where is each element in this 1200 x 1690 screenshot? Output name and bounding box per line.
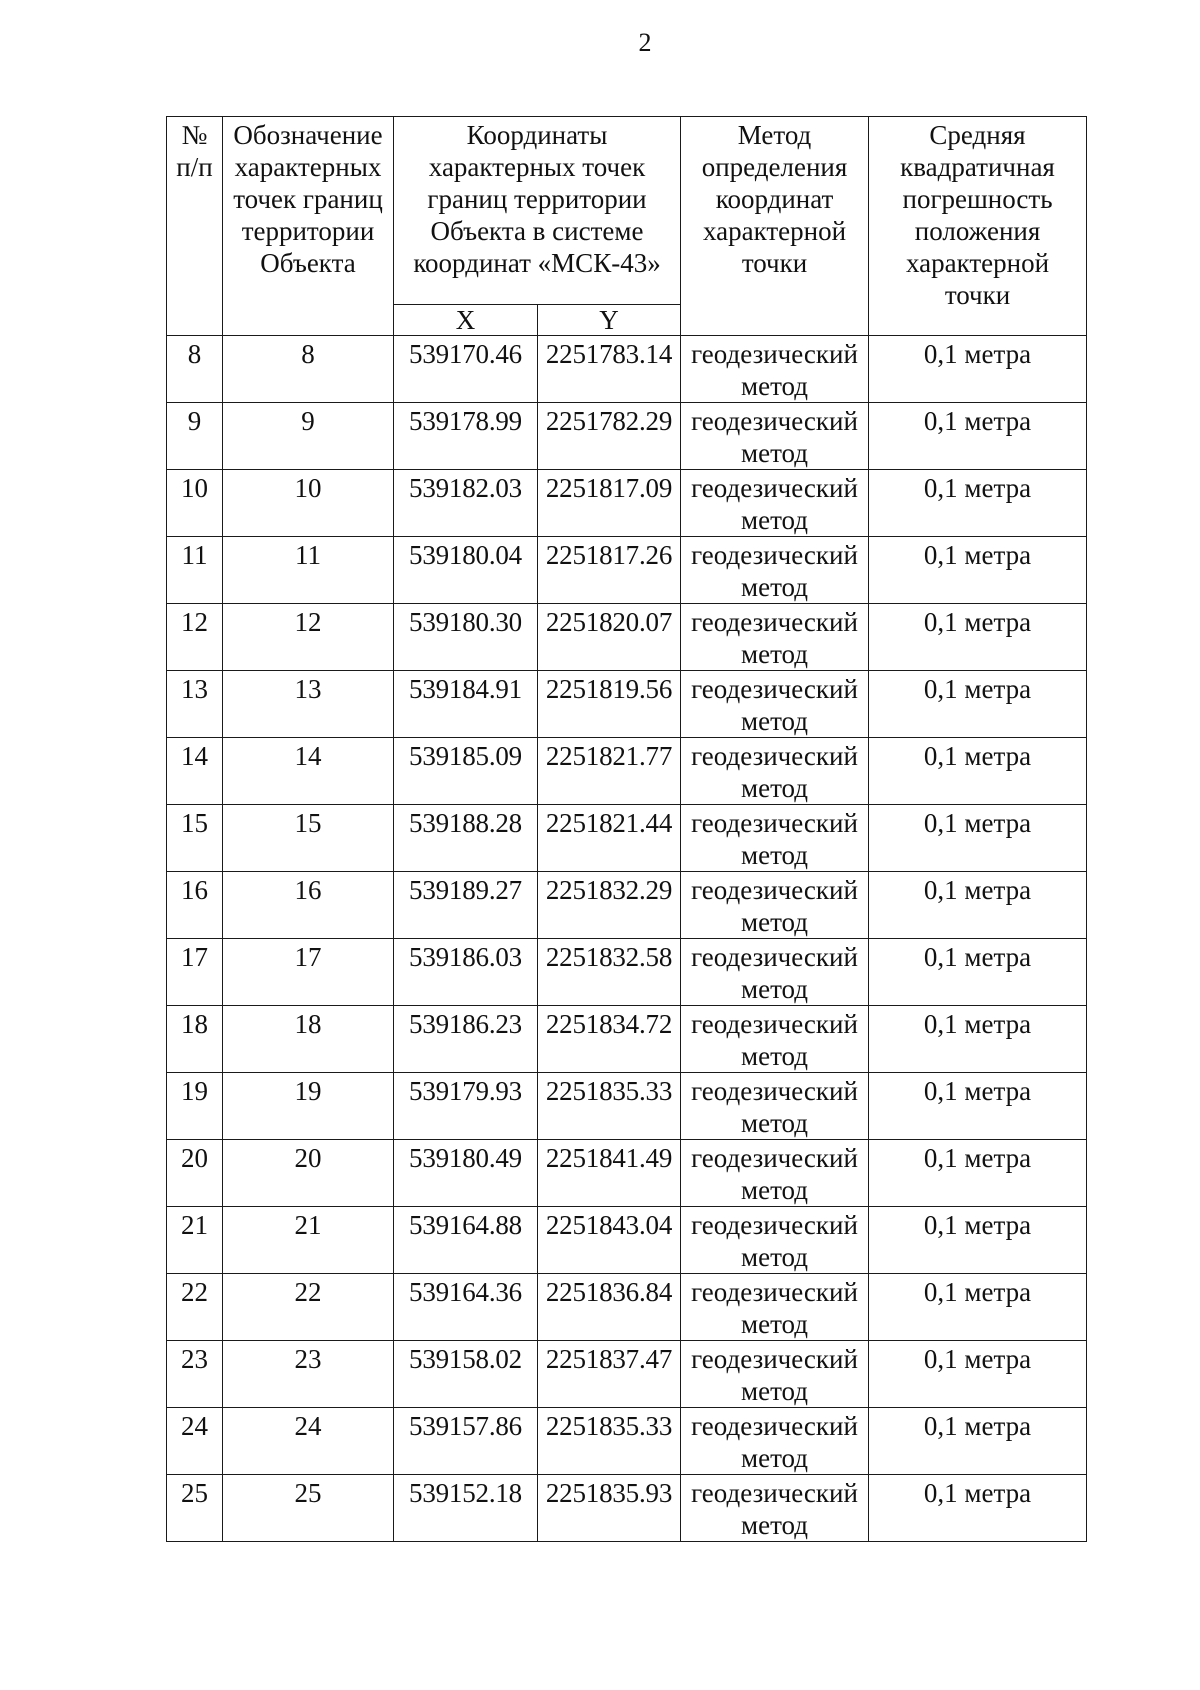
- table-row: [167, 1073, 1087, 1140]
- coordinate-x: 539178.99: [394, 403, 538, 470]
- accuracy-cell: 0,1 метра: [869, 1140, 1087, 1207]
- coordinate-x: 539189.27: [394, 872, 538, 939]
- accuracy-cell: 0,1 метра: [869, 1341, 1087, 1408]
- row-number: 10: [167, 470, 223, 537]
- row-number: 25: [167, 1475, 223, 1542]
- accuracy-cell: 0,1 метра: [869, 671, 1087, 738]
- method-cell: геодезический метод: [681, 470, 869, 537]
- point-designation: 8: [223, 336, 394, 403]
- point-designation: 22: [223, 1274, 394, 1341]
- coordinate-y: 2251837.47: [538, 1341, 681, 1408]
- table-row: [167, 738, 1087, 805]
- point-designation: 19: [223, 1073, 394, 1140]
- coordinate-y: 2251835.33: [538, 1408, 681, 1475]
- coordinate-x: 539170.46: [394, 336, 538, 403]
- table-row: [167, 872, 1087, 939]
- table-row: [167, 1140, 1087, 1207]
- coordinate-y: 2251835.33: [538, 1073, 681, 1140]
- accuracy-cell: 0,1 метра: [869, 939, 1087, 1006]
- table-row: [167, 1341, 1087, 1408]
- header-x: X: [394, 305, 538, 336]
- method-cell: геодезический метод: [681, 1341, 869, 1408]
- point-designation: 20: [223, 1140, 394, 1207]
- page-number: 2: [638, 28, 652, 57]
- header-number: № п/п: [167, 117, 223, 336]
- point-designation: 16: [223, 872, 394, 939]
- table-row: [167, 403, 1087, 470]
- row-number: 15: [167, 805, 223, 872]
- method-cell: геодезический метод: [681, 1207, 869, 1274]
- method-cell: геодезический метод: [681, 939, 869, 1006]
- point-designation: 25: [223, 1475, 394, 1542]
- accuracy-cell: 0,1 метра: [869, 604, 1087, 671]
- coordinate-x: 539185.09: [394, 738, 538, 805]
- table-row: [167, 537, 1087, 604]
- coordinate-y: 2251832.58: [538, 939, 681, 1006]
- coordinate-y: 2251783.14: [538, 336, 681, 403]
- coordinate-x: 539180.49: [394, 1140, 538, 1207]
- table-row: [167, 671, 1087, 738]
- point-designation: 23: [223, 1341, 394, 1408]
- point-designation: 24: [223, 1408, 394, 1475]
- row-number: 20: [167, 1140, 223, 1207]
- coordinate-x: 539186.23: [394, 1006, 538, 1073]
- accuracy-cell: 0,1 метра: [869, 805, 1087, 872]
- table-row: [167, 604, 1087, 671]
- method-cell: геодезический метод: [681, 604, 869, 671]
- method-cell: геодезический метод: [681, 805, 869, 872]
- row-number: 18: [167, 1006, 223, 1073]
- accuracy-cell: 0,1 метра: [869, 738, 1087, 805]
- accuracy-cell: 0,1 метра: [869, 1207, 1087, 1274]
- accuracy-cell: 0,1 метра: [869, 470, 1087, 537]
- coordinate-x: 539158.02: [394, 1341, 538, 1408]
- coordinate-x: 539157.86: [394, 1408, 538, 1475]
- coordinate-x: 539152.18: [394, 1475, 538, 1542]
- header-coordinates: Координаты характерных точек границ территории Объекта в системе координат «МСК-43»: [394, 117, 681, 305]
- coordinate-y: 2251841.49: [538, 1140, 681, 1207]
- coordinate-x: 539180.30: [394, 604, 538, 671]
- header-y: Y: [538, 305, 681, 336]
- row-number: 22: [167, 1274, 223, 1341]
- row-number: 9: [167, 403, 223, 470]
- accuracy-cell: 0,1 метра: [869, 1408, 1087, 1475]
- point-designation: 21: [223, 1207, 394, 1274]
- coordinate-x: 539182.03: [394, 470, 538, 537]
- method-cell: геодезический метод: [681, 872, 869, 939]
- header-designation: Обозначение характерных точек границ территории Объекта: [223, 117, 394, 336]
- method-cell: геодезический метод: [681, 1140, 869, 1207]
- method-cell: геодезический метод: [681, 671, 869, 738]
- point-designation: 10: [223, 470, 394, 537]
- coordinate-y: 2251834.72: [538, 1006, 681, 1073]
- coordinate-y: 2251843.04: [538, 1207, 681, 1274]
- point-designation: 12: [223, 604, 394, 671]
- point-designation: 15: [223, 805, 394, 872]
- coordinate-y: 2251819.56: [538, 671, 681, 738]
- point-designation: 11: [223, 537, 394, 604]
- coordinate-y: 2251835.93: [538, 1475, 681, 1542]
- row-number: 17: [167, 939, 223, 1006]
- method-cell: геодезический метод: [681, 1274, 869, 1341]
- coordinate-x: 539186.03: [394, 939, 538, 1006]
- method-cell: геодезический метод: [681, 336, 869, 403]
- table-row: [167, 470, 1087, 537]
- row-number: 8: [167, 336, 223, 403]
- point-designation: 14: [223, 738, 394, 805]
- table-row: [167, 1006, 1087, 1073]
- point-designation: 17: [223, 939, 394, 1006]
- row-number: 12: [167, 604, 223, 671]
- method-cell: геодезический метод: [681, 1408, 869, 1475]
- coordinate-y: 2251832.29: [538, 872, 681, 939]
- table-row: [167, 1475, 1087, 1542]
- coordinates-table: [166, 116, 1087, 1542]
- coordinate-y: 2251782.29: [538, 403, 681, 470]
- point-designation: 13: [223, 671, 394, 738]
- table-row: [167, 805, 1087, 872]
- accuracy-cell: 0,1 метра: [869, 872, 1087, 939]
- row-number: 13: [167, 671, 223, 738]
- coordinate-x: 539180.04: [394, 537, 538, 604]
- method-cell: геодезический метод: [681, 1006, 869, 1073]
- coordinate-x: 539188.28: [394, 805, 538, 872]
- method-cell: геодезический метод: [681, 403, 869, 470]
- table-row: [167, 336, 1087, 403]
- coordinate-x: 539164.36: [394, 1274, 538, 1341]
- coordinate-x: 539164.88: [394, 1207, 538, 1274]
- coordinate-x: 539179.93: [394, 1073, 538, 1140]
- row-number: 14: [167, 738, 223, 805]
- table-row: [167, 1408, 1087, 1475]
- coordinate-y: 2251817.26: [538, 537, 681, 604]
- method-cell: геодезический метод: [681, 537, 869, 604]
- row-number: 23: [167, 1341, 223, 1408]
- method-cell: геодезический метод: [681, 1475, 869, 1542]
- header-method: Метод определения координат характерной точки: [681, 117, 869, 336]
- method-cell: геодезический метод: [681, 1073, 869, 1140]
- row-number: 16: [167, 872, 223, 939]
- row-number: 24: [167, 1408, 223, 1475]
- table-row: [167, 1207, 1087, 1274]
- coordinate-y: 2251821.44: [538, 805, 681, 872]
- accuracy-cell: 0,1 метра: [869, 1073, 1087, 1140]
- table-row: [167, 939, 1087, 1006]
- row-number: 11: [167, 537, 223, 604]
- accuracy-cell: 0,1 метра: [869, 1274, 1087, 1341]
- coordinate-x: 539184.91: [394, 671, 538, 738]
- accuracy-cell: 0,1 метра: [869, 1006, 1087, 1073]
- point-designation: 18: [223, 1006, 394, 1073]
- coordinate-y: 2251817.09: [538, 470, 681, 537]
- method-cell: геодезический метод: [681, 738, 869, 805]
- accuracy-cell: 0,1 метра: [869, 537, 1087, 604]
- accuracy-cell: 0,1 метра: [869, 1475, 1087, 1542]
- coordinate-y: 2251836.84: [538, 1274, 681, 1341]
- point-designation: 9: [223, 403, 394, 470]
- accuracy-cell: 0,1 метра: [869, 403, 1087, 470]
- row-number: 21: [167, 1207, 223, 1274]
- coordinate-y: 2251821.77: [538, 738, 681, 805]
- table-row: [167, 1274, 1087, 1341]
- row-number: 19: [167, 1073, 223, 1140]
- header-accuracy: Средняя квадратичная погрешность положения характерной точки: [869, 117, 1087, 336]
- accuracy-cell: 0,1 метра: [869, 336, 1087, 403]
- coordinate-y: 2251820.07: [538, 604, 681, 671]
